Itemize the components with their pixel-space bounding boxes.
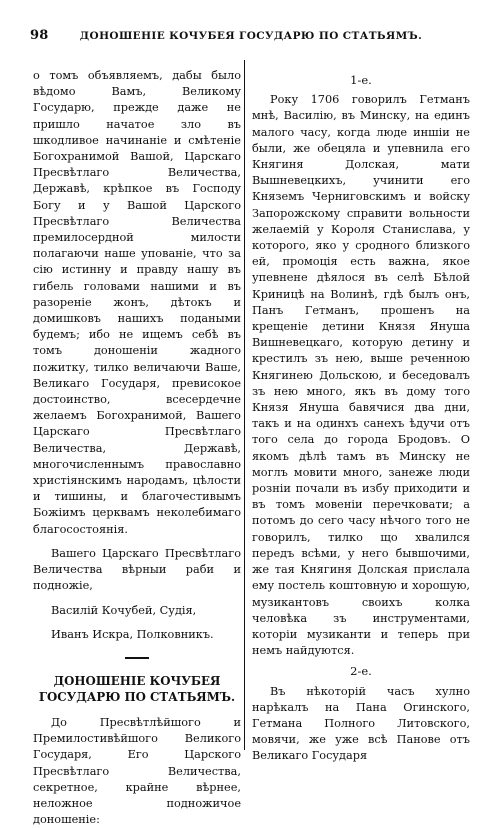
left-main-paragraph: о томъ объявляемъ, дабы было вѣдомо Вамъ, Великому Государю, прежде даже не пришло начатое зло въ шкодливое начинаніе и смѣтеніе Богохранимой Вашой, Царскаго Пресвѣтлаго Величества, Державѣ, крѣпкое въ Господу Богу и у Вашой Царского Пресвѣтлаго Величества премилосердной милости полагаючи наше упованіе, что за сію истинну и правду нашу въ гибель головами нашими и въ разореніе жонъ, дѣтокъ и домишковъ нашихъ подаными будемъ; ибо не ищемъ себѣ въ томъ доношеніи жадного пожитку, тилко величаючи Ваше, Великаго Государя, превисокое достоинство, всесердечне желаемъ Богохранимой, Вашего Царскаго Пресвѣтлаго Величества, Державѣ, многочисленнымъ православно христіянскимъ народамъ, цѣлости и тишины, и благочестивымъ Божіимъ церквамъ неколебимаго благосостоянія.	[33, 69, 241, 536]
page-number: 98	[30, 28, 49, 43]
page-header	[30, 28, 472, 50]
item-1-number: 1-е.	[350, 73, 372, 87]
running-title: ДОНОШЕНІЕ КОЧУБЕЯ ГОСУДАРЮ ПО СТАТЬЯМЪ.	[79, 30, 423, 42]
section-separator	[125, 657, 149, 659]
signature-iskra: Иванъ Искра, Полковникъ.	[51, 627, 214, 641]
column-divider	[244, 60, 245, 750]
section-intro-paragraph: До Пресвѣтлѣйшого и Премилостивѣйшого Великого Государя, Его Царского Пресвѣтлаго Величества, секретное, крайне вѣрнее, неложное подножичое доношеніе:	[33, 715, 241, 827]
right-column	[252, 68, 470, 765]
section-title: ДОНОШЕНІЕ КОЧУБЕЯ ГОСУДАРЮ ПО СТАТЬЯМЪ.	[38, 673, 236, 704]
item-1-paragraph: Року 1706 говорилъ Гетманъ мнѣ, Василію, въ Минску, на единъ малого часу, когда люде иншіи не были, же обецяла и упевнила его Княгиня Долская, мати Вышневецкихъ, учинити его Княземъ Черниговскимъ и войску Запорожскому справити вольности желаемій у Короля Станислава, у которого, яко у сродного близкого ей, промоція есть важна, якое упевнене дѣялося въ селѣ Бѣлой Криницѣ на Волинѣ, гдѣ былъ онъ, Панъ Гетманъ, прошенъ на крещеніе детини Князя Януша Вишневецкаго, которую детину и крестилъ зъ нею, выше реченною Княгинею Дольскою, и беседовалъ зъ нею много, якъ въ дому того Князя Януша бавячися два дни, такъ и на одинхъ санехъ ѣдучи отъ того села до города Бродовъ. О якомъ дѣлѣ тамъ въ Минску не моглъ мовити много, занеже люди розніи почали въ избу приходити и въ томъ мовеніи перечковати; а потомъ до сего часу нѣчого того не говорилъ, тилко що хвалился передъ всѣми, у него бывшочими, же тая Княгиня Долская прислала ему постель коштовную и хорошую, музикантовъ своихъ колка человѣка зъ инструментами, которіи музиканти и теперь при немъ найдуются.	[252, 93, 470, 658]
left-column	[33, 68, 241, 828]
signature-kochubey: Василій Кочубей, Судія,	[51, 603, 197, 617]
item-2-number: 2-е.	[350, 664, 372, 679]
closing-line: Вашего Царскаго Пресвѣтлаго Величества вѣрныи раби и подножіе,	[33, 546, 241, 593]
item-2-paragraph: Въ нѣкоторій часъ хулно нарѣкалъ на Пана Огинского, Гетмана Полного Литовского, мовячи, же уже всѣ Панове отъ Великаго Государя	[252, 684, 470, 763]
